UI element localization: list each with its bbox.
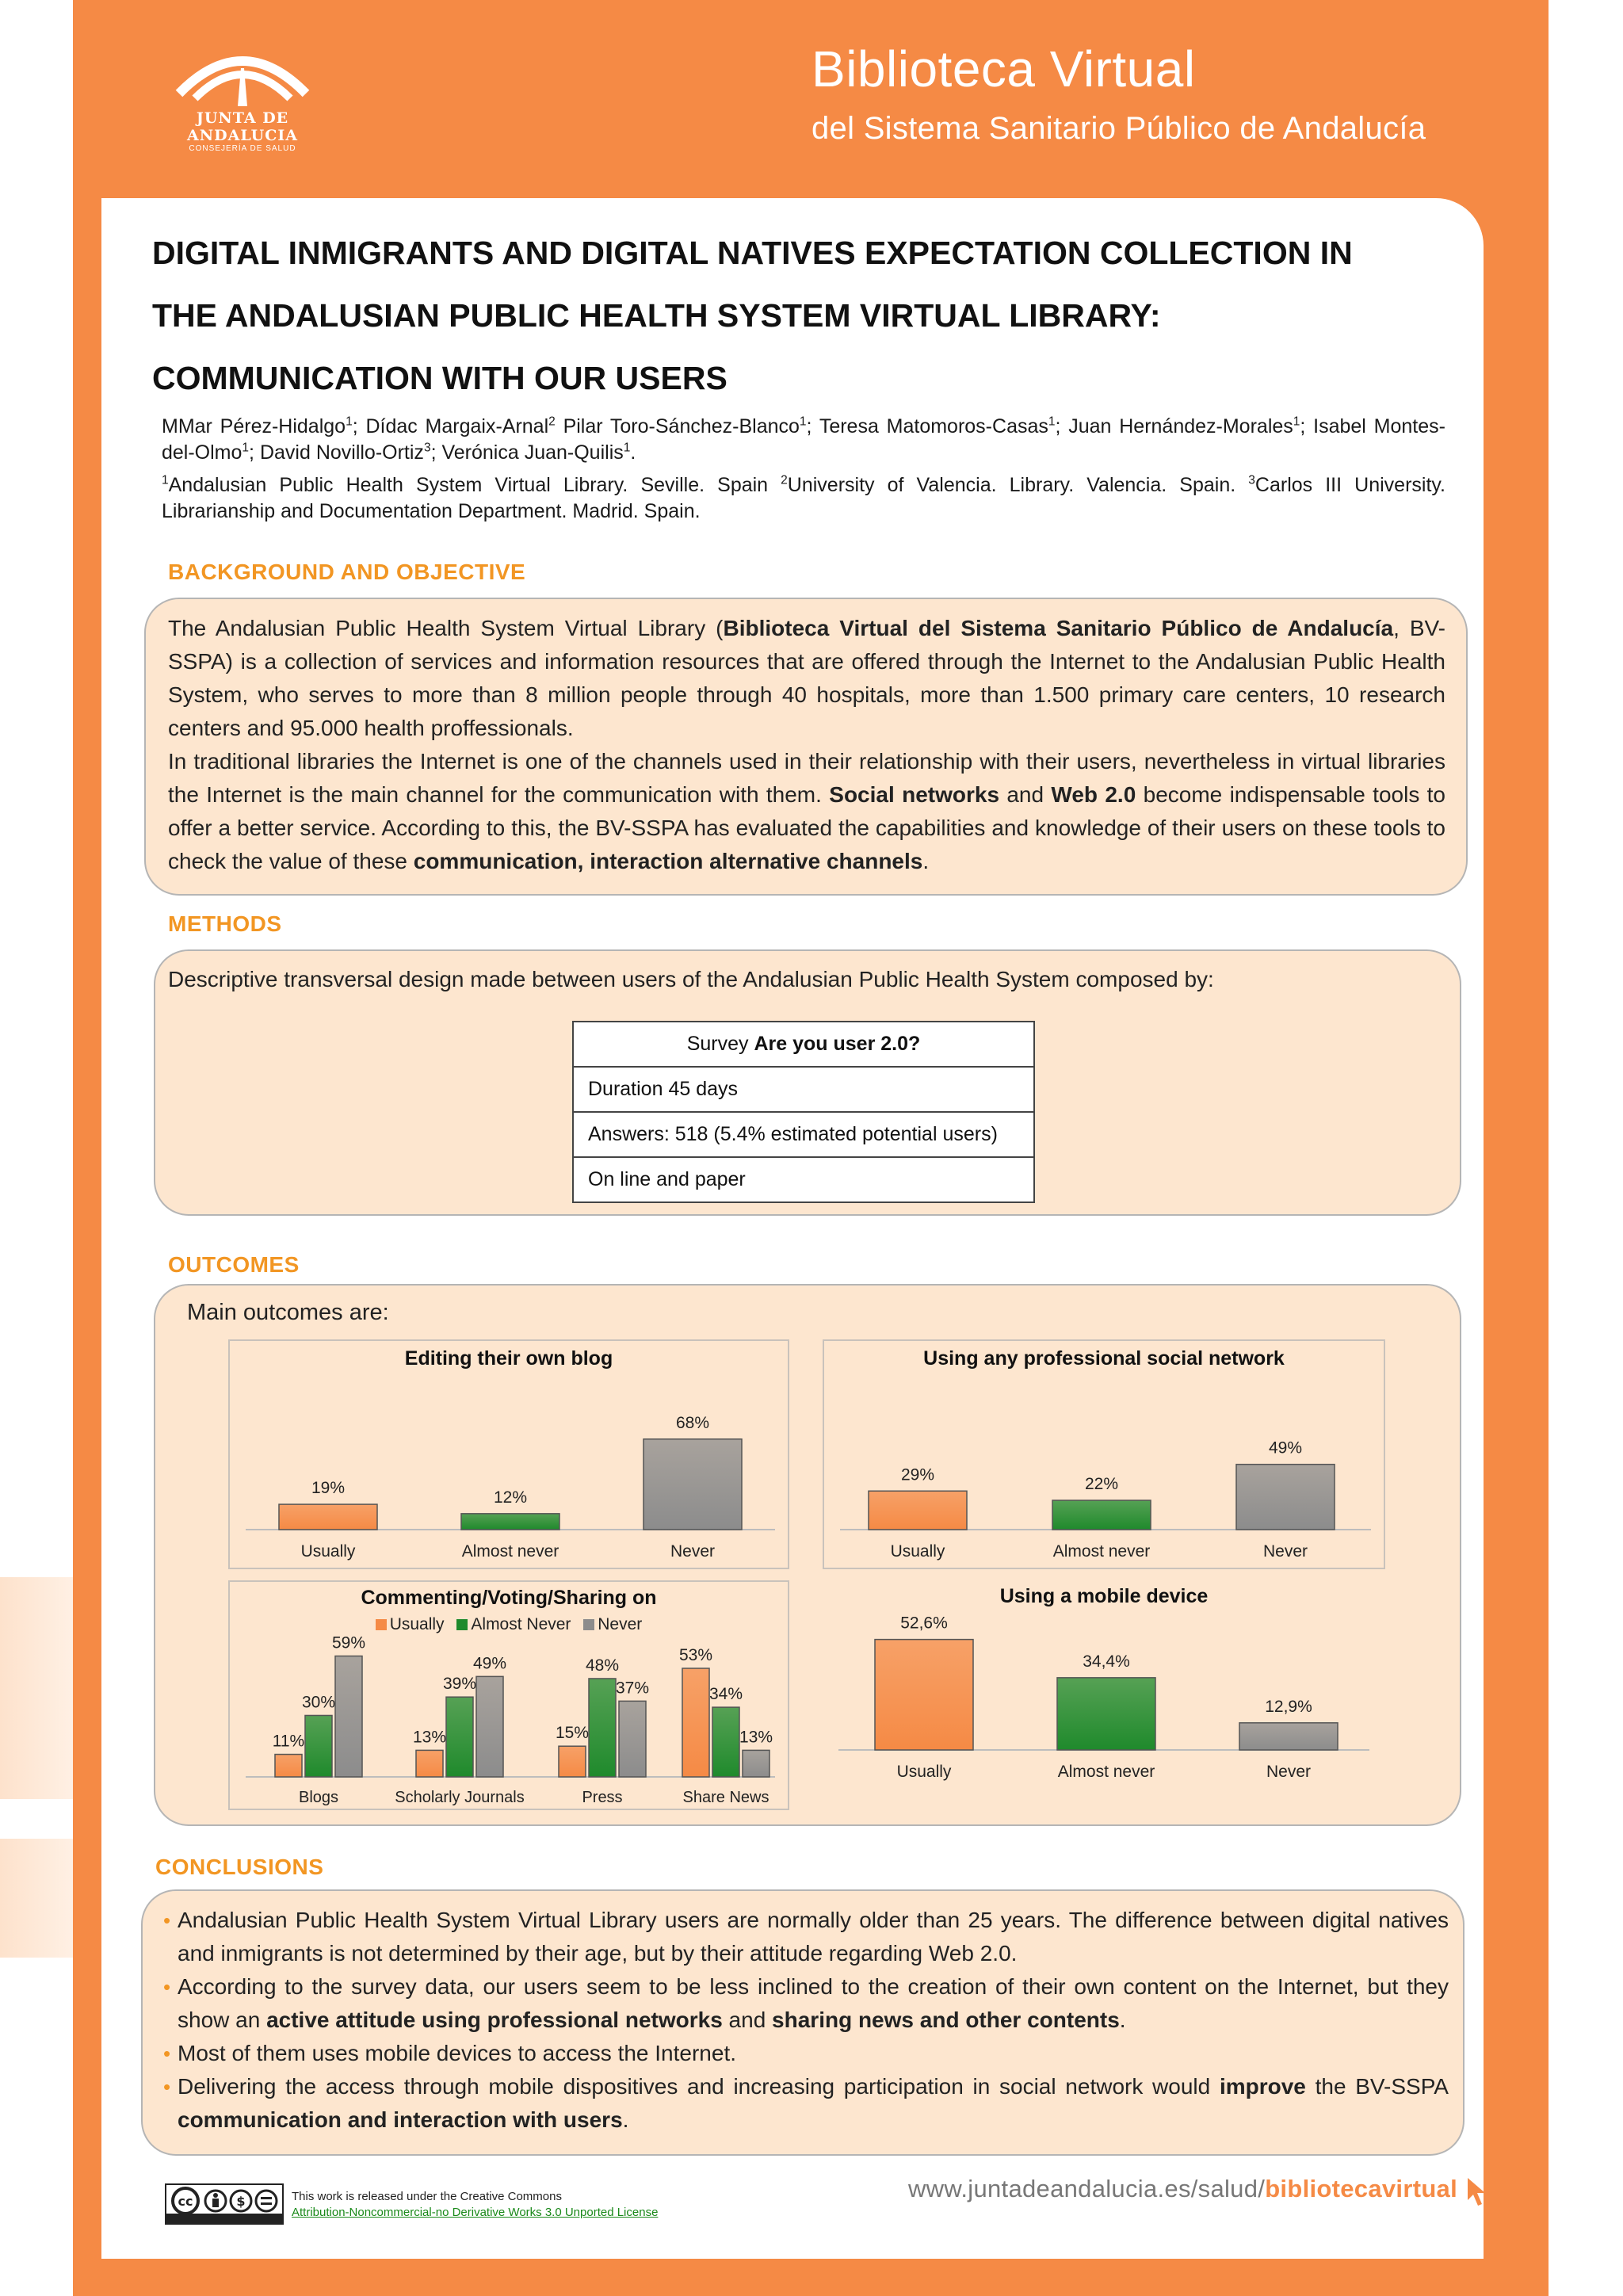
header-subtitle: del Sistema Sanitario Público de Andalucía xyxy=(812,111,1426,146)
bar-0 xyxy=(875,1640,973,1750)
author-affiliation-mark: 1 xyxy=(346,415,353,429)
bar-0-0 xyxy=(275,1755,302,1777)
chart-title: Editing their own blog xyxy=(404,1347,613,1370)
orange-frame-bottom xyxy=(73,2259,1549,2296)
bullet-icon: • xyxy=(163,1908,171,1932)
bullet-icon: • xyxy=(163,1975,171,1999)
bar-3-1 xyxy=(712,1707,739,1777)
logo-subtitle: CONSEJERÍA DE SALUD xyxy=(189,144,296,153)
url-prefix: www.juntadeandalucia.es/salud/ xyxy=(908,2175,1266,2202)
text-run: Andalusian Public Health System Virtual Library users are normally older than 25 years. The difference between digital natives and inmigrants is not determined by their age, but by their attitude regarding Web 2.0. xyxy=(178,1908,1449,1966)
title-line: COMMUNICATION WITH OUR USERS xyxy=(152,360,727,396)
methods-intro: Descriptive transversal design made between users of the Andalusian Public Health System composed by: xyxy=(168,967,1214,991)
chart-plot xyxy=(230,1341,791,1571)
category-label: Blogs xyxy=(298,1789,339,1806)
background-paragraph xyxy=(168,612,1445,745)
text-run: . xyxy=(622,2107,629,2132)
conclusions-list xyxy=(163,1904,1449,2137)
survey-table-cell: Duration 45 days xyxy=(573,1067,1034,1112)
data-label: 12% xyxy=(493,1488,528,1507)
affiliation-text: University of Valencia. Library. Valencia. Spain. xyxy=(787,474,1249,496)
survey-table xyxy=(572,1021,1035,1203)
bar-0 xyxy=(279,1504,377,1530)
data-label: 13% xyxy=(739,1728,773,1747)
license-link[interactable]: Attribution-Noncommercial-no Derivative Works 3.0 Unported License xyxy=(292,2206,659,2219)
category-label: Usually xyxy=(896,1763,952,1781)
logo-arcs-icon xyxy=(171,36,314,108)
section-heading-outcomes: OUTCOMES xyxy=(168,1252,300,1277)
category-label: Share News xyxy=(682,1789,769,1806)
text-run: Most of them uses mobile devices to access the Internet. xyxy=(178,2041,737,2065)
category-label: Press xyxy=(582,1789,623,1806)
data-label: 29% xyxy=(900,1465,935,1484)
category-label: Never xyxy=(1266,1763,1312,1781)
bold-text: communication and interaction with users xyxy=(178,2107,623,2132)
bar-2-0 xyxy=(559,1746,586,1777)
chart-plot xyxy=(230,1582,791,1812)
author-name: Verónica Juan-Quilis xyxy=(441,441,624,464)
category-label: Never xyxy=(1262,1542,1308,1561)
author-name: Teresa Matomoros-Casas xyxy=(819,415,1048,437)
bar-1-0 xyxy=(416,1750,443,1777)
bar-3-0 xyxy=(682,1668,709,1777)
chart-mobile-device xyxy=(823,1580,1385,1799)
data-label: 13% xyxy=(412,1728,447,1747)
data-label: 49% xyxy=(1268,1438,1303,1457)
background-paragraph xyxy=(168,745,1445,878)
category-label: Usually xyxy=(300,1542,356,1561)
data-label: 37% xyxy=(615,1679,650,1698)
bar-2-1 xyxy=(589,1679,616,1777)
author-affiliation-mark: 3 xyxy=(423,441,431,455)
survey-table-cell: On line and paper xyxy=(573,1157,1034,1202)
bold-text: Biblioteca Virtual del Sistema Sanitario Público de Andalucía xyxy=(723,616,1394,640)
category-label: Almost never xyxy=(1057,1763,1155,1781)
affiliation-mark: 1 xyxy=(162,473,169,487)
background-text xyxy=(168,612,1445,878)
cc-by-nc-nd-icon xyxy=(166,2185,282,2223)
bar-1 xyxy=(1057,1678,1155,1750)
chart-title: Commenting/Voting/Sharing on xyxy=(361,1587,657,1609)
category-label: Never xyxy=(670,1542,716,1561)
text-run: become indispensable tools to offer a better service. According to this, the BV-SSPA has evaluated the capabilities and knowledge of their users on these tools to check the value of these xyxy=(168,782,1446,873)
author-list xyxy=(162,414,1445,466)
text-run: . xyxy=(1119,2008,1126,2032)
bar-0 xyxy=(869,1491,967,1530)
creative-commons-badge[interactable] xyxy=(165,2183,284,2225)
chart-professional-network xyxy=(823,1339,1385,1569)
bold-text: Web 2.0 xyxy=(1051,782,1136,807)
bold-text: communication, interaction alternative channels xyxy=(413,849,923,873)
data-label: 53% xyxy=(678,1646,713,1665)
text-run: . xyxy=(922,849,930,873)
data-label: 48% xyxy=(585,1656,620,1675)
conclusion-item xyxy=(163,1970,1449,2037)
chart-editing-blog xyxy=(228,1339,789,1569)
affiliation-mark: 3 xyxy=(1248,473,1255,487)
affiliation-mark: 2 xyxy=(781,473,788,487)
data-label: 11% xyxy=(272,1732,305,1751)
decorative-arrow-shape xyxy=(0,1577,73,1799)
outcomes-intro: Main outcomes are: xyxy=(187,1300,389,1325)
conclusion-item xyxy=(163,1904,1449,1970)
url-highlight: bibliotecavirtual xyxy=(1265,2175,1458,2202)
bar-3-2 xyxy=(743,1750,769,1777)
data-label: 22% xyxy=(1084,1475,1119,1494)
author-affiliation-mark: 2 xyxy=(548,415,556,429)
author-separator: ; xyxy=(1300,415,1314,437)
license-text xyxy=(292,2189,658,2221)
bold-text: improve xyxy=(1219,2074,1306,2099)
text-run: , BV-SSPA) is a collection of services and information resources that are offered through the Internet to the Andalusian Public Health System, who serves to more than 8 million people through 40 hospitals, more than 1.500 primary care centers, 10 research centers and 95.000 health proffessionals. xyxy=(168,616,1445,740)
affiliation-text: Andalusian Public Health System Virtual Library. Seville. Spain xyxy=(168,474,781,496)
bar-1-2 xyxy=(476,1676,503,1777)
author-separator: ; xyxy=(249,441,260,464)
bullet-icon: • xyxy=(163,2075,171,2099)
svg-text:cc: cc xyxy=(178,2194,193,2209)
data-label: 68% xyxy=(675,1413,710,1432)
data-label: 34,4% xyxy=(1083,1652,1130,1671)
data-label: 59% xyxy=(331,1633,366,1652)
affiliation-text: Carlos III University. Librarianship and Documentation Department. Madrid. Spain. xyxy=(162,474,1445,522)
author-separator: ; xyxy=(430,441,442,464)
author-affiliation-mark: 1 xyxy=(242,441,250,455)
footer-url[interactable] xyxy=(908,2175,1488,2208)
author-separator xyxy=(556,415,563,437)
data-label: 30% xyxy=(301,1693,336,1712)
bar-1 xyxy=(461,1514,559,1530)
text-run: and xyxy=(722,2008,773,2032)
author-name: Isabel Montes-del-Olmo xyxy=(162,415,1445,464)
author-name: Dídac Margaix-Arnal xyxy=(365,415,549,437)
bar-2 xyxy=(1239,1723,1338,1750)
author-separator: . xyxy=(630,441,636,464)
legend-label: Never xyxy=(598,1615,643,1633)
decorative-arrow-shape xyxy=(0,1839,73,1958)
data-label: 49% xyxy=(472,1654,507,1673)
category-label: Almost never xyxy=(1052,1542,1151,1561)
section-heading-conclusions: CONCLUSIONS xyxy=(155,1855,324,1879)
author-affiliation-mark: 1 xyxy=(1048,415,1056,429)
bold-text: active attitude using professional networks xyxy=(266,2008,723,2032)
text-run: In traditional libraries the Internet is one of the channels used in their relationship with their users, nevertheless in virtual libraries the Internet is the main channel for the communication with them. xyxy=(168,749,1445,807)
author-affiliation-mark: 1 xyxy=(799,415,807,429)
cursor-arrow-icon xyxy=(1465,2176,1488,2208)
bold-text: Social networks xyxy=(829,782,1000,807)
title-line: THE ANDALUSIAN PUBLIC HEALTH SYSTEM VIRTUAL LIBRARY: xyxy=(152,297,1161,334)
author-separator: ; xyxy=(1055,415,1069,437)
svg-text:$: $ xyxy=(236,2194,246,2209)
author-name: MMar Pérez-Hidalgo xyxy=(162,415,346,437)
bar-1 xyxy=(1052,1500,1151,1530)
chart-plot xyxy=(823,1580,1385,1799)
chart-title: Using a mobile device xyxy=(999,1585,1209,1607)
survey-table-cell: Answers: 518 (5.4% estimated potential users) xyxy=(573,1112,1034,1157)
author-name: David Novillo-Ortiz xyxy=(259,441,424,464)
bar-2 xyxy=(643,1439,742,1530)
survey-table-header xyxy=(573,1022,1034,1067)
junta-andalucia-logo[interactable] xyxy=(163,36,322,163)
affiliation-list xyxy=(162,472,1445,525)
conclusion-item xyxy=(163,2037,1449,2070)
poster-title xyxy=(152,222,1452,410)
legend-label: Almost Never xyxy=(471,1615,571,1633)
section-heading-background: BACKGROUND AND OBJECTIVE xyxy=(168,560,526,584)
text-run: According to the survey data, our users seem to be less inclined to the creation of their own content on the Internet, but they show an xyxy=(178,1974,1449,2032)
data-label: 34% xyxy=(708,1685,743,1704)
category-label: Scholarly Journals xyxy=(395,1789,525,1806)
bar-2 xyxy=(1236,1465,1335,1530)
bar-1-1 xyxy=(446,1697,473,1777)
author-affiliation-mark: 1 xyxy=(623,441,631,455)
text-run: and xyxy=(999,782,1052,807)
title-line: DIGITAL INMIGRANTS AND DIGITAL NATIVES EXPECTATION COLLECTION IN xyxy=(152,235,1353,271)
bullet-icon: • xyxy=(163,2042,171,2065)
text-run: Delivering the access through mobile dispositives and increasing participation in social network would xyxy=(178,2074,1220,2099)
text-run: the BV-SSPA xyxy=(1305,2074,1449,2099)
bar-0-2 xyxy=(335,1656,362,1777)
chart-title: Using any professional social network xyxy=(923,1347,1285,1370)
category-label: Usually xyxy=(890,1542,945,1561)
bar-0-1 xyxy=(305,1715,332,1777)
section-heading-methods: METHODS xyxy=(168,911,282,936)
legend-label: Usually xyxy=(389,1615,445,1633)
logo-name: JUNTA DE ANDALUCIA xyxy=(187,109,298,144)
category-label: Almost never xyxy=(461,1542,559,1561)
chart-commenting-voting-sharing xyxy=(228,1580,789,1810)
header-title: Biblioteca Virtual xyxy=(812,40,1196,97)
author-affiliation-mark: 1 xyxy=(1293,415,1300,429)
chart-plot xyxy=(824,1341,1387,1571)
survey-name: Are you user 2.0? xyxy=(754,1033,921,1055)
bold-text: sharing news and other contents xyxy=(772,2008,1120,2032)
data-label: 19% xyxy=(311,1479,346,1498)
data-label: 15% xyxy=(555,1724,590,1743)
author-separator: ; xyxy=(352,415,366,437)
conclusion-item xyxy=(163,2070,1449,2137)
data-label: 52,6% xyxy=(900,1614,948,1633)
license-line: This work is released under the Creative Commons xyxy=(292,2190,562,2203)
author-separator: ; xyxy=(806,415,819,437)
data-label: 12,9% xyxy=(1265,1697,1312,1716)
author-name: Juan Hernández-Morales xyxy=(1068,415,1293,437)
data-label: 39% xyxy=(442,1675,477,1694)
survey-prefix: Survey xyxy=(686,1033,754,1055)
author-name: Pilar Toro-Sánchez-Blanco xyxy=(563,415,800,437)
bar-2-2 xyxy=(619,1701,646,1777)
text-run: The Andalusian Public Health System Virtual Library ( xyxy=(168,616,724,640)
